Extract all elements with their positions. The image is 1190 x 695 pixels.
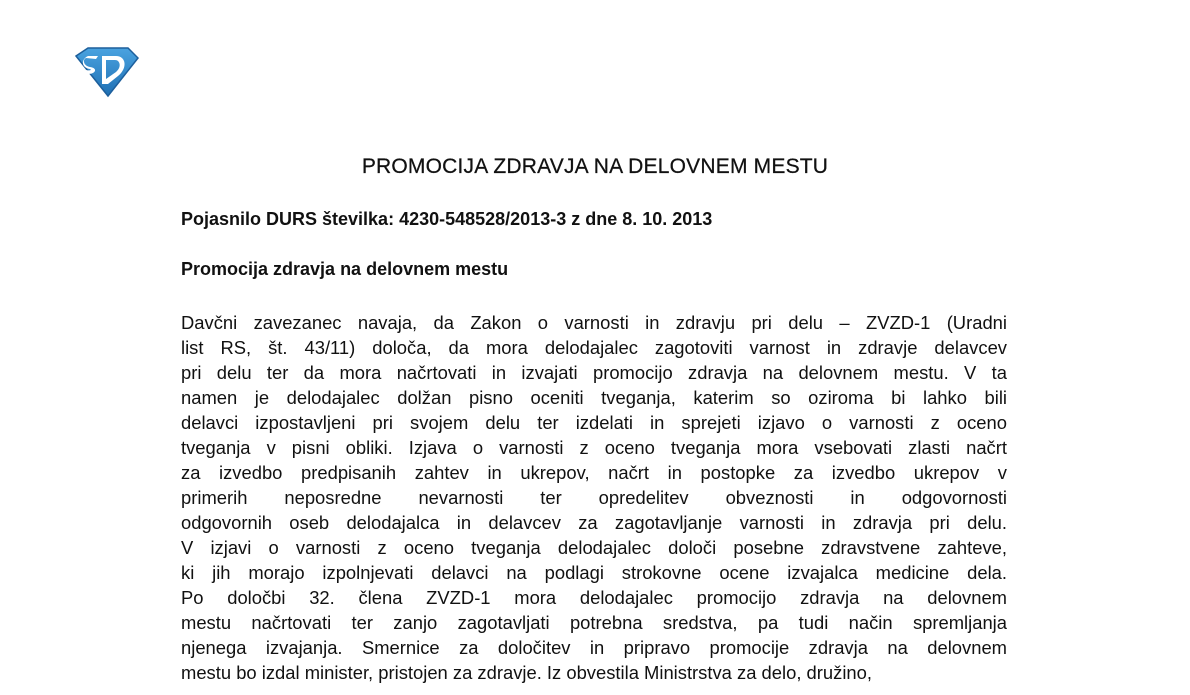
body-line: mestu načrtovati ter zanjo zagotavljati potrebna sredstva, pa tudi način spremljanja	[181, 612, 1007, 633]
body-paragraph	[181, 310, 1007, 685]
body-line: tveganja v pisni obliki. Izjava o varnosti z oceno tveganja mora vsebovati zlasti načrt	[181, 437, 1007, 458]
body-line: Po določbi 32. člena ZVZD-1 mora delodajalec promocijo zdravja na delovnem	[181, 587, 1007, 608]
body-line: mestu bo izdal minister, pristojen za zdravje. Iz obvestila Ministrstva za delo, družino,	[181, 662, 872, 683]
section-subheading: Promocija zdravja na delovnem mestu	[181, 259, 509, 279]
body-line: primerih neposredne nevarnosti ter opredelitev obveznosti in odgovornosti	[181, 487, 1007, 508]
body-line: list RS, št. 43/11) določa, da mora delodajalec zagotoviti varnost in zdravje delavcev	[181, 337, 1007, 358]
body-line: Davčni zavezanec navaja, da Zakon o varnosti in zdravju pri delu – ZVZD-1 (Uradni	[181, 312, 1007, 333]
body-line: namen je delodajalec dolžan pisno oceniti tveganja, katerim so oziroma bi lahko bili	[181, 387, 1007, 408]
body-line: V izjavi o varnosti z oceno tveganja delodajalec določi posebne zdravstvene zahteve,	[181, 537, 1007, 558]
body-line: ki jih morajo izpolnjevati delavci na podlagi strokovne ocene izvajalca medicine dela.	[181, 562, 1007, 583]
body-line: odgovornih oseb delodajalca in delavcev za zagotavljanje varnosti in zdravja pri delu.	[181, 512, 1007, 533]
body-line: delavci izpostavljeni pri svojem delu ter izdelati in sprejeti izjavo o varnosti z oceno	[181, 412, 1007, 433]
body-line: pri delu ter da mora načrtovati in izvajati promocijo zdravja na delovnem mestu. V ta	[181, 362, 1007, 383]
reference-line: Pojasnilo DURS številka: 4230-548528/2013-3 z dne 8. 10. 2013	[181, 209, 713, 229]
body-line: za izvedbo predpisanih zahtev in ukrepov, načrt in postopke za izvedbo ukrepov v	[181, 462, 1007, 483]
document-title: PROMOCIJA ZDRAVJA NA DELOVNEM MESTU	[361, 155, 829, 178]
body-line: njenega izvajanja. Smernice za določitev in pripravo promocije zdravja na delovnem	[181, 637, 1007, 658]
sd-shield-logo-icon	[72, 46, 140, 98]
